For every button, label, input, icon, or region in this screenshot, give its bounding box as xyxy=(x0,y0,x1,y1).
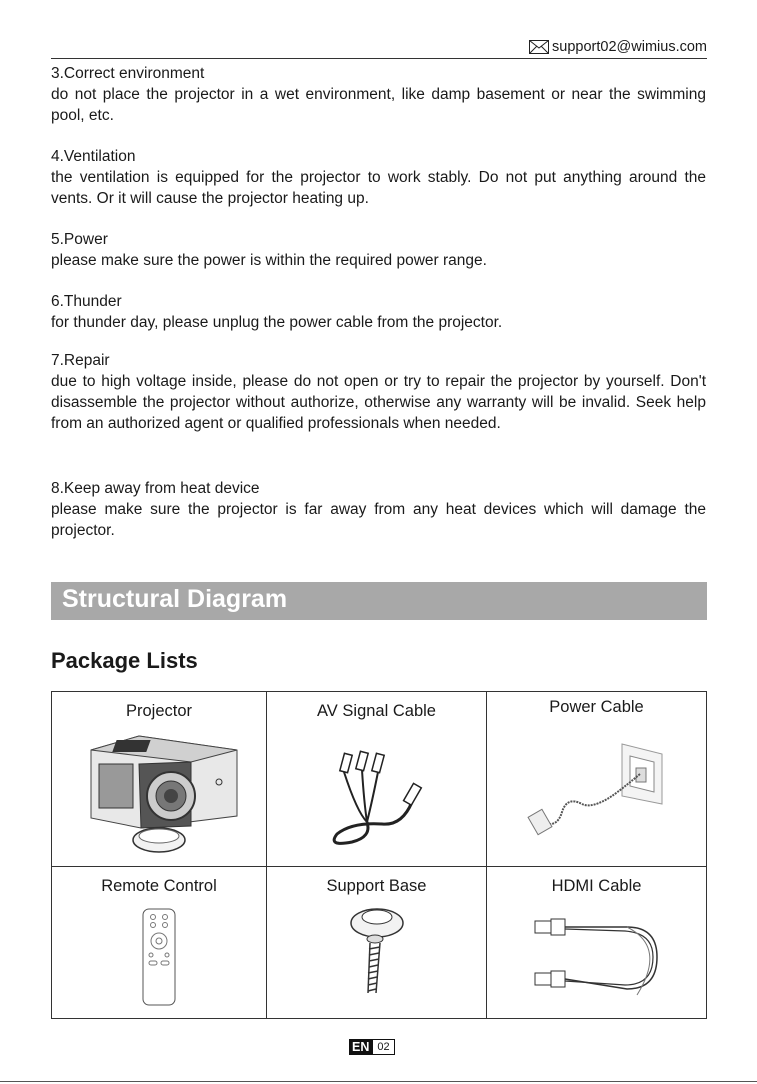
package-item-power-cable xyxy=(487,692,706,867)
package-item-hdmi-cable xyxy=(487,867,706,1018)
projector-image xyxy=(69,728,249,858)
section-ventilation xyxy=(51,146,706,209)
section-body: please make sure the power is within the required power range. xyxy=(51,252,487,269)
section-body: due to high voltage inside, please do not open or try to repair the projector by yourself. Don't disassemble the projector without authorize, otherwise any warranty will be invalid. Seek help from an authorized agent or qualified professionals when needed. xyxy=(51,373,706,432)
section-thunder xyxy=(51,291,706,333)
page-number: 02 xyxy=(372,1039,394,1055)
page-header xyxy=(51,36,707,59)
av-cable-image xyxy=(312,742,442,857)
email-text: support02@wimius.com xyxy=(552,39,707,55)
section-title: 3.Correct environment xyxy=(51,65,205,82)
section-title: 8.Keep away from heat device xyxy=(51,480,260,497)
section-heat-device xyxy=(51,478,706,541)
package-lists-heading: Package Lists xyxy=(51,648,198,673)
section-title: 4.Ventilation xyxy=(51,148,136,165)
section-body: please make sure the projector is far away from any heat devices which will damage the projector. xyxy=(51,501,706,539)
item-label: AV Signal Cable xyxy=(317,702,436,720)
item-label: Projector xyxy=(125,702,193,720)
section-title: 5.Power xyxy=(51,231,108,248)
structural-diagram-banner xyxy=(51,582,707,620)
support-email[interactable] xyxy=(529,39,707,55)
item-label: Remote Control xyxy=(101,877,217,895)
section-title: 6.Thunder xyxy=(51,293,122,310)
section-body: do not place the projector in a wet environment, like damp basement or near the swimming pool, etc. xyxy=(51,86,706,124)
section-correct-environment xyxy=(51,63,706,126)
package-grid xyxy=(51,691,707,1019)
bottom-divider xyxy=(0,1081,757,1082)
page-footer xyxy=(349,1039,395,1055)
support-base-image xyxy=(342,901,412,1001)
package-item-remote-control xyxy=(52,867,267,1018)
hdmi-cable-image xyxy=(527,907,667,1007)
package-item-support-base xyxy=(267,867,487,1018)
item-label: HDMI Cable xyxy=(551,877,642,895)
banner-title: Structural Diagram xyxy=(62,585,288,613)
envelope-icon xyxy=(529,40,549,54)
section-repair xyxy=(51,350,706,434)
section-body: the ventilation is equipped for the projector to work stably. Do not put anything around the vents. Or it will cause the projector heating up. xyxy=(51,169,706,207)
package-item-projector xyxy=(52,692,267,867)
item-label: Power Cable xyxy=(549,698,644,716)
language-badge: EN xyxy=(349,1039,372,1055)
section-power xyxy=(51,229,706,271)
section-body: for thunder day, please unplug the power cable from the projector. xyxy=(51,314,503,331)
remote-control-image xyxy=(139,907,179,1007)
power-cable-image xyxy=(522,734,672,844)
item-label: Support Base xyxy=(326,877,427,895)
package-item-av-cable xyxy=(267,692,487,867)
section-title: 7.Repair xyxy=(51,352,110,369)
